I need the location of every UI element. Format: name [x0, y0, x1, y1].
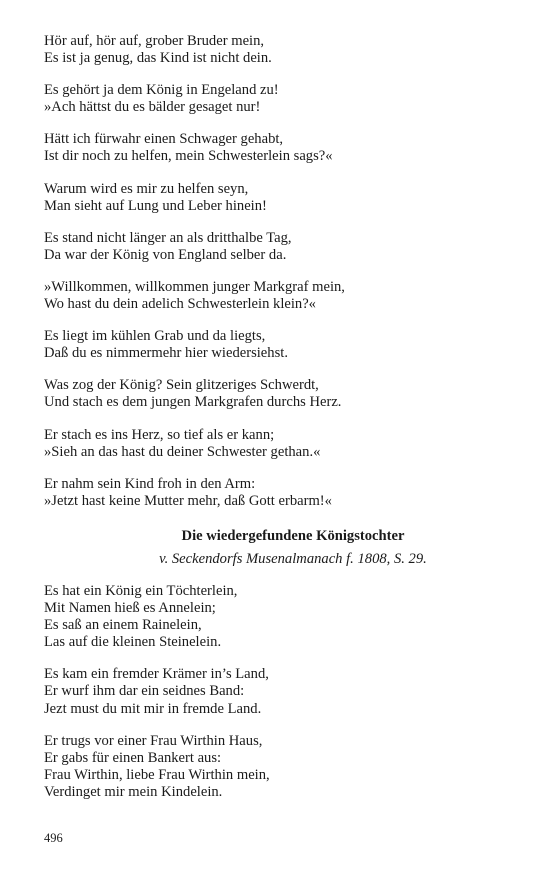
verse-line: Las auf die kleinen Steinelein. [44, 634, 222, 651]
stanza [44, 476, 514, 510]
verse-line: Er stach es ins Herz, so tief als er kann; [44, 426, 275, 443]
stanza [44, 583, 514, 651]
stanza [44, 33, 514, 67]
verse-line: Verdinget mir mein Kindelein. [44, 783, 223, 800]
verse-line: Es saß an einem Rainelein, [44, 617, 202, 634]
verse-line: Ist dir noch zu helfen, mein Schwesterlein sags?« [44, 148, 333, 165]
verse-line: Er gabs für einen Bankert aus: [44, 749, 222, 766]
verse-line: Warum wird es mir zu helfen seyn, [44, 180, 249, 197]
stanza [44, 733, 514, 801]
stanza [44, 82, 514, 116]
verse-line: Es hat ein König ein Töchterlein, [44, 583, 238, 599]
stanza [44, 181, 514, 215]
poem-title: Die wiedergefundene Königstochter [181, 528, 405, 544]
verse-line: Er nahm sein Kind froh in den Arm: [44, 475, 256, 492]
verse-line: Wo hast du dein adelich Schwesterlein klein?« [44, 296, 316, 313]
poem-continued [44, 33, 514, 525]
stanza [44, 666, 514, 717]
stanza [44, 427, 514, 461]
stanza [44, 279, 514, 313]
poem-koenigstochter [44, 583, 514, 816]
verse-line: Daß du es nimmermehr hier wiedersiehst. [44, 345, 288, 362]
page-number: 496 [44, 831, 63, 845]
stanza [44, 230, 514, 264]
verse-line: »Jetzt hast keine Mutter mehr, daß Gott erbarm!« [44, 492, 332, 509]
verse-line: Es liegt im kühlen Grab und da liegts, [44, 328, 266, 345]
verse-line: Hätt ich fürwahr einen Schwager gehabt, [44, 131, 284, 148]
verse-line: Jezt must du mit mir in fremde Land. [44, 700, 262, 717]
verse-line: »Willkommen, willkommen junger Markgraf mein, [44, 278, 345, 295]
verse-line: Da war der König von England selber da. [44, 246, 287, 263]
verse-line: Er trugs vor einer Frau Wirthin Haus, [44, 732, 263, 749]
verse-line: Mit Namen hieß es Annelein; [44, 600, 216, 617]
stanza [44, 377, 514, 411]
verse-line: Man sieht auf Lung und Leber hinein! [44, 197, 267, 214]
verse-line: Es ist ja genug, das Kind ist nicht dein. [44, 50, 272, 67]
verse-line: Es kam ein fremder Krämer in’s Land, [44, 666, 269, 683]
stanza [44, 131, 514, 165]
verse-line: Und stach es dem jungen Markgrafen durchs Herz. [44, 394, 342, 411]
verse-line: Er wurf ihm dar ein seidnes Band: [44, 683, 245, 700]
poem-source-citation: v. Seckendorfs Musenalmanach f. 1808, S. 29. [159, 551, 427, 567]
stanza [44, 328, 514, 362]
verse-line: »Sieh an das hast du deiner Schwester gethan.« [44, 443, 321, 460]
verse-line: Was zog der König? Sein glitzeriges Schwerdt, [44, 377, 319, 394]
verse-line: Hör auf, hör auf, grober Bruder mein, [44, 33, 265, 49]
verse-line: Es stand nicht länger an als dritthalbe Tag, [44, 229, 292, 246]
verse-line: »Ach hättst du es bälder gesaget nur! [44, 99, 261, 116]
verse-line: Frau Wirthin, liebe Frau Wirthin mein, [44, 766, 270, 783]
verse-line: Es gehört ja dem König in Engeland zu! [44, 82, 279, 99]
